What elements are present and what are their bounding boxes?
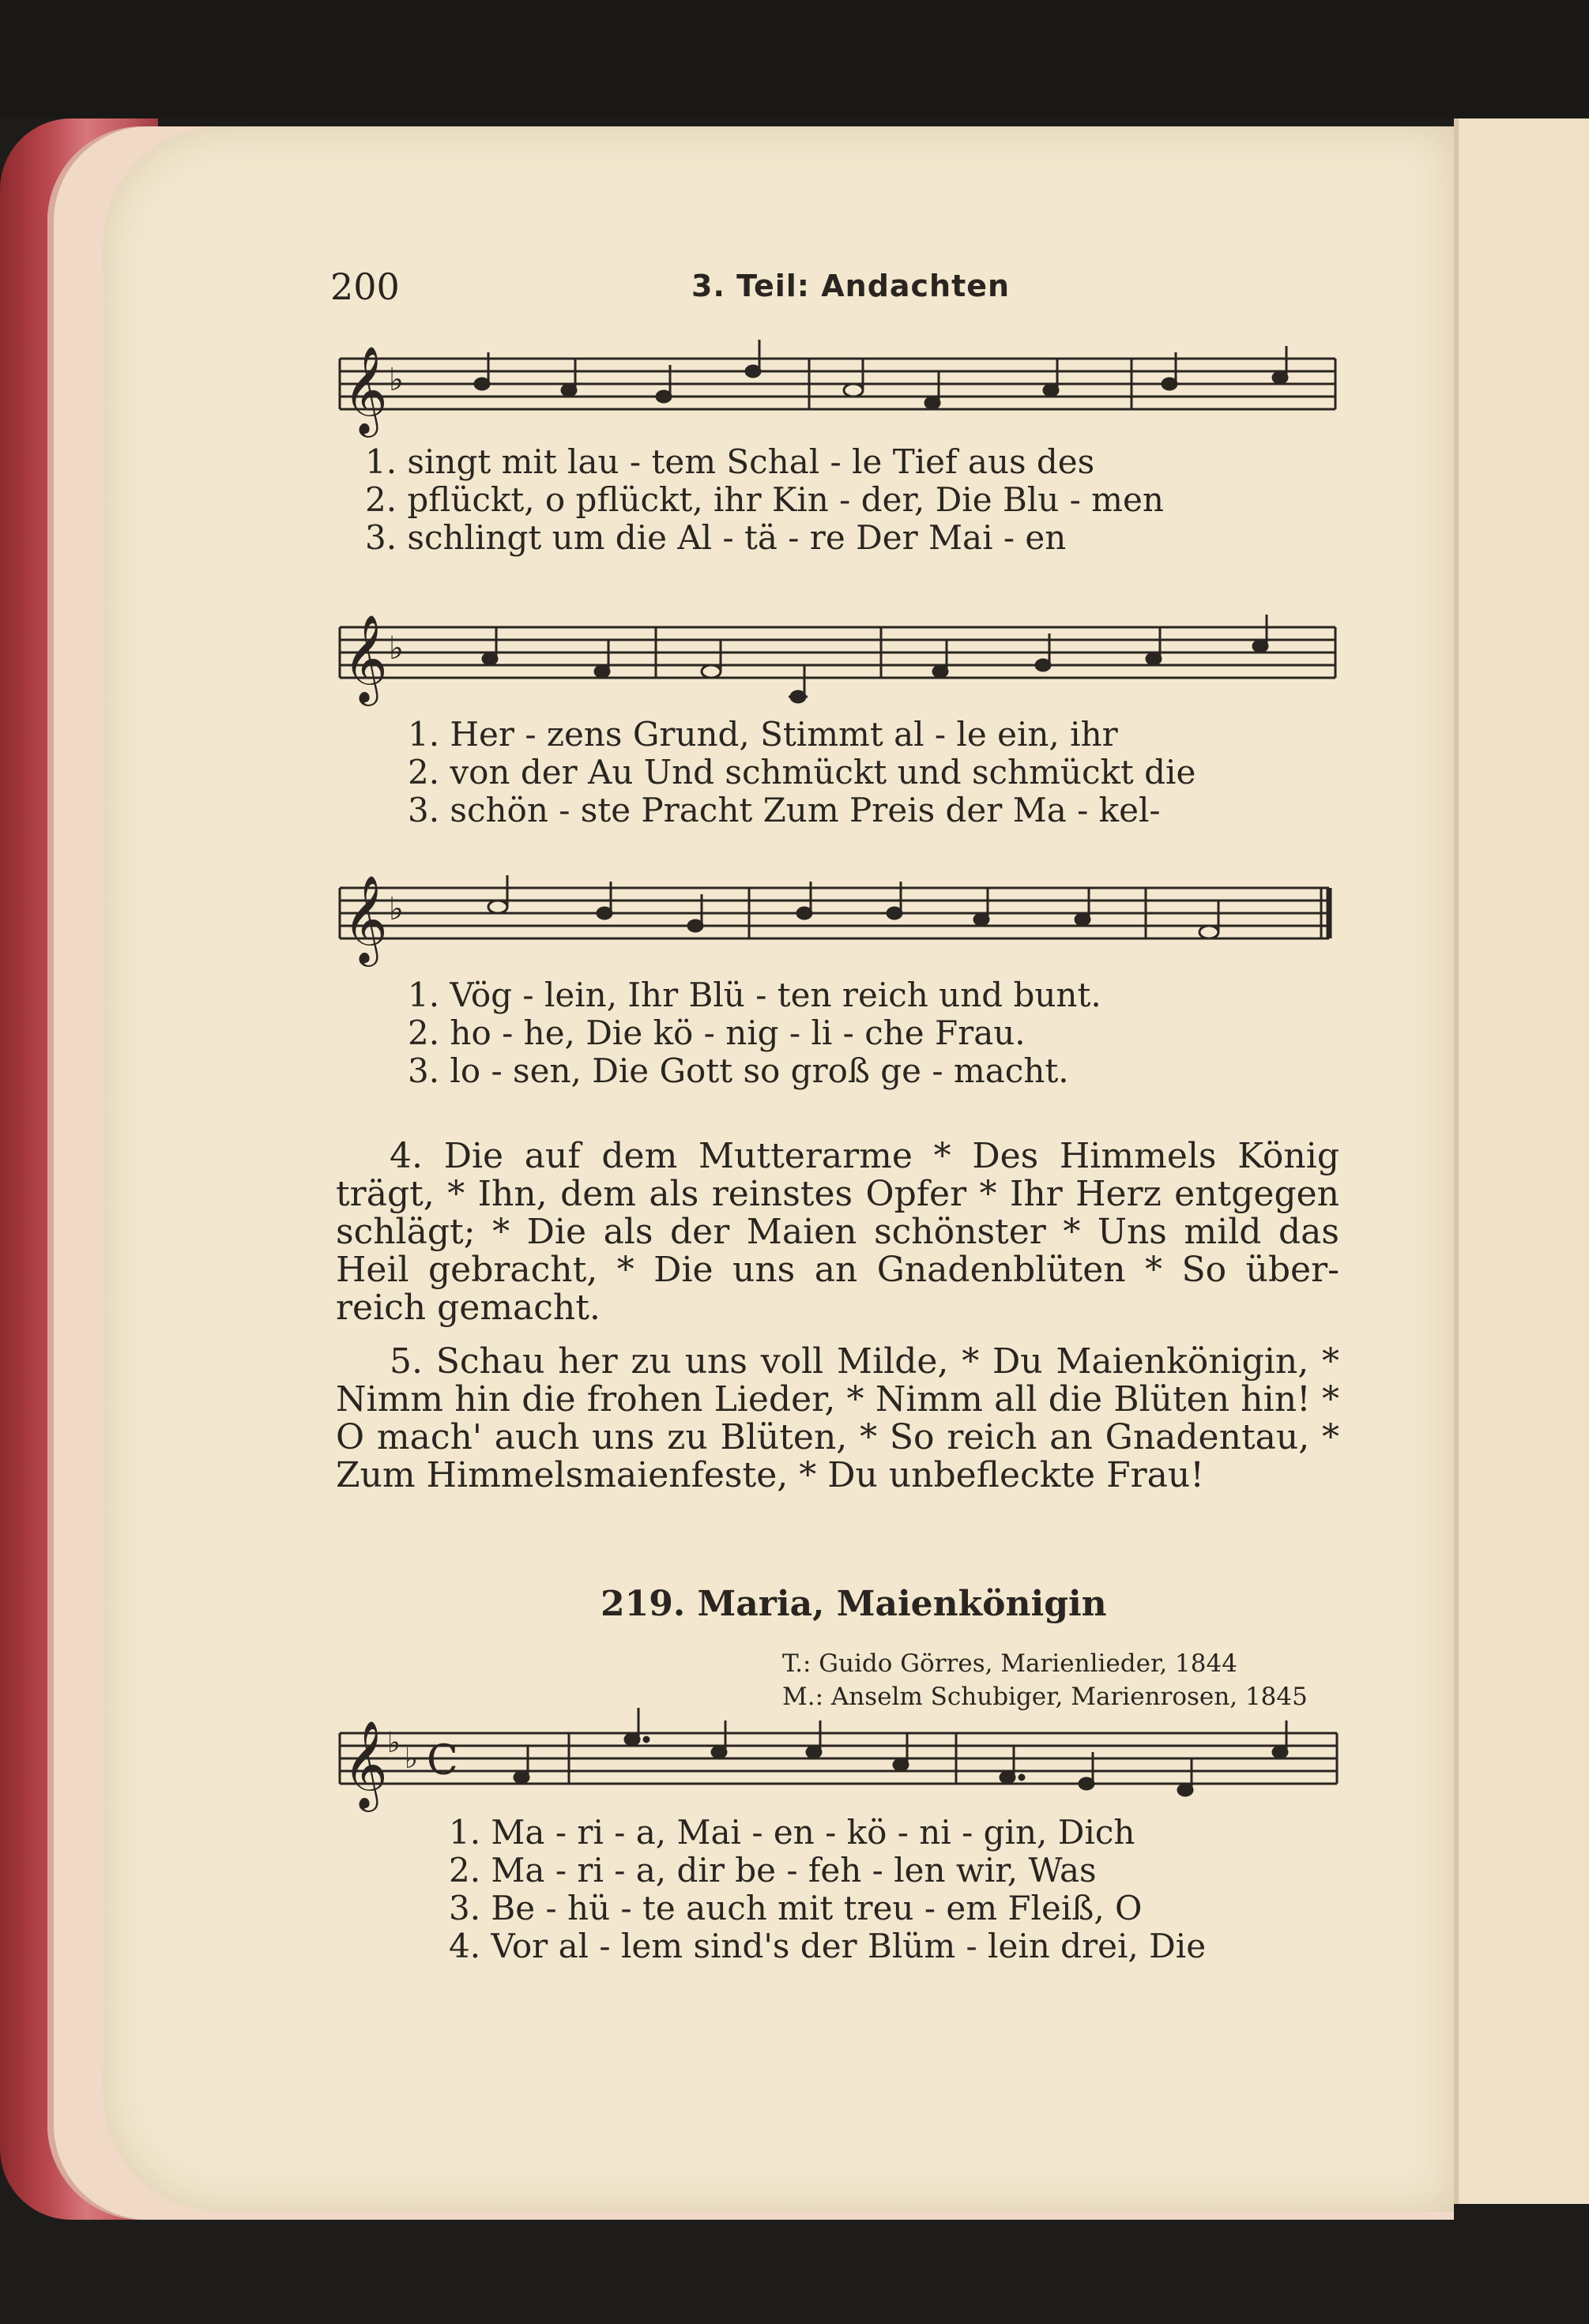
svg-text:𝄞: 𝄞 xyxy=(343,345,388,434)
stanza-5: 5. Schau her zu uns voll Milde, * Du Maienkönigin, * Nimm hin die frohen Lieder, * Nimm all die Blüten hin! * O mach' auch uns zu Blüten, * So reich an Gnadentau, * Zum Himmelsmaienfeste, * Du unbefleckte Frau! xyxy=(336,1341,1339,1495)
svg-text:C: C xyxy=(427,1737,458,1784)
svg-text:𝄞: 𝄞 xyxy=(343,614,388,702)
page-number: 200 xyxy=(330,265,400,308)
lyric-line: 3. schlingt um die Al - tä - re Der Mai - en xyxy=(365,518,1067,557)
lyric-line: 3. schön - ste Pracht Zum Preis der Ma - kel- xyxy=(408,791,1161,829)
hymn-credits xyxy=(782,1647,1308,1713)
music-staff-3 xyxy=(332,874,1343,964)
melody-credit: M.: Anselm Schubiger, Marienrosen, 1845 xyxy=(782,1683,1308,1711)
lyric-line: 1. Vög - lein, Ihr Blü - ten reich und bunt. xyxy=(408,976,1101,1014)
music-staff-hymn-219 xyxy=(332,1722,1343,1809)
text-credit: T.: Guido Görres, Marienlieder, 1844 xyxy=(782,1649,1237,1678)
lyric-line: 1. singt mit lau - tem Schal - le Tief aus des xyxy=(365,442,1095,481)
svg-text:𝄞: 𝄞 xyxy=(343,874,388,963)
facing-page xyxy=(1454,118,1589,2204)
running-title: 3. Teil: Andachten xyxy=(691,269,1011,303)
svg-text:♭: ♭ xyxy=(387,1727,401,1759)
lyric-line: 3. lo - sen, Die Gott so groß ge - macht. xyxy=(408,1051,1069,1090)
svg-text:♭: ♭ xyxy=(405,1743,418,1775)
additional-stanzas xyxy=(336,1138,1339,1510)
background xyxy=(0,0,1589,118)
music-staff-2 xyxy=(332,616,1343,719)
lyric-line: 2. pflückt, o pflückt, ihr Kin - der, Die Blu - men xyxy=(365,480,1164,519)
lyric-line: 1. Ma - ri - a, Mai - en - kö - ni - gin, Dich xyxy=(449,1813,1135,1852)
svg-text:𝄞: 𝄞 xyxy=(343,1720,388,1808)
svg-text:♭: ♭ xyxy=(389,891,404,927)
hymn-title: 219. Maria, Maienkönigin xyxy=(601,1584,1107,1624)
svg-text:♭: ♭ xyxy=(389,630,404,667)
lyric-line: 4. Vor al - lem sind's der Blüm - lein drei, Die xyxy=(449,1927,1207,1965)
lyric-line: 2. von der Au Und schmückt und schmückt die xyxy=(408,753,1196,792)
lyric-line: 2. Ma - ri - a, dir be - feh - len wir, Was xyxy=(449,1851,1097,1890)
lyric-line: 2. ho - he, Die kö - nig - li - che Frau. xyxy=(408,1013,1026,1052)
music-staff-1 xyxy=(332,345,1343,442)
svg-text:♭: ♭ xyxy=(389,362,404,398)
lyric-line: 3. Be - hü - te auch mit treu - em Fleiß, O xyxy=(449,1889,1143,1927)
stanza-4: 4. Die auf dem Mutterarme * Des Himmels König trägt, * Ihn, dem als reinstes Opfer * Ihr Herz entgegen schlägt; * Die als der Maien schönster * Uns mild das Heil gebracht, * Die uns an Gnadenblüten * So über-reich gemacht. xyxy=(336,1136,1339,1328)
lyric-line: 1. Her - zens Grund, Stimmt al - le ein, ihr xyxy=(408,715,1118,754)
